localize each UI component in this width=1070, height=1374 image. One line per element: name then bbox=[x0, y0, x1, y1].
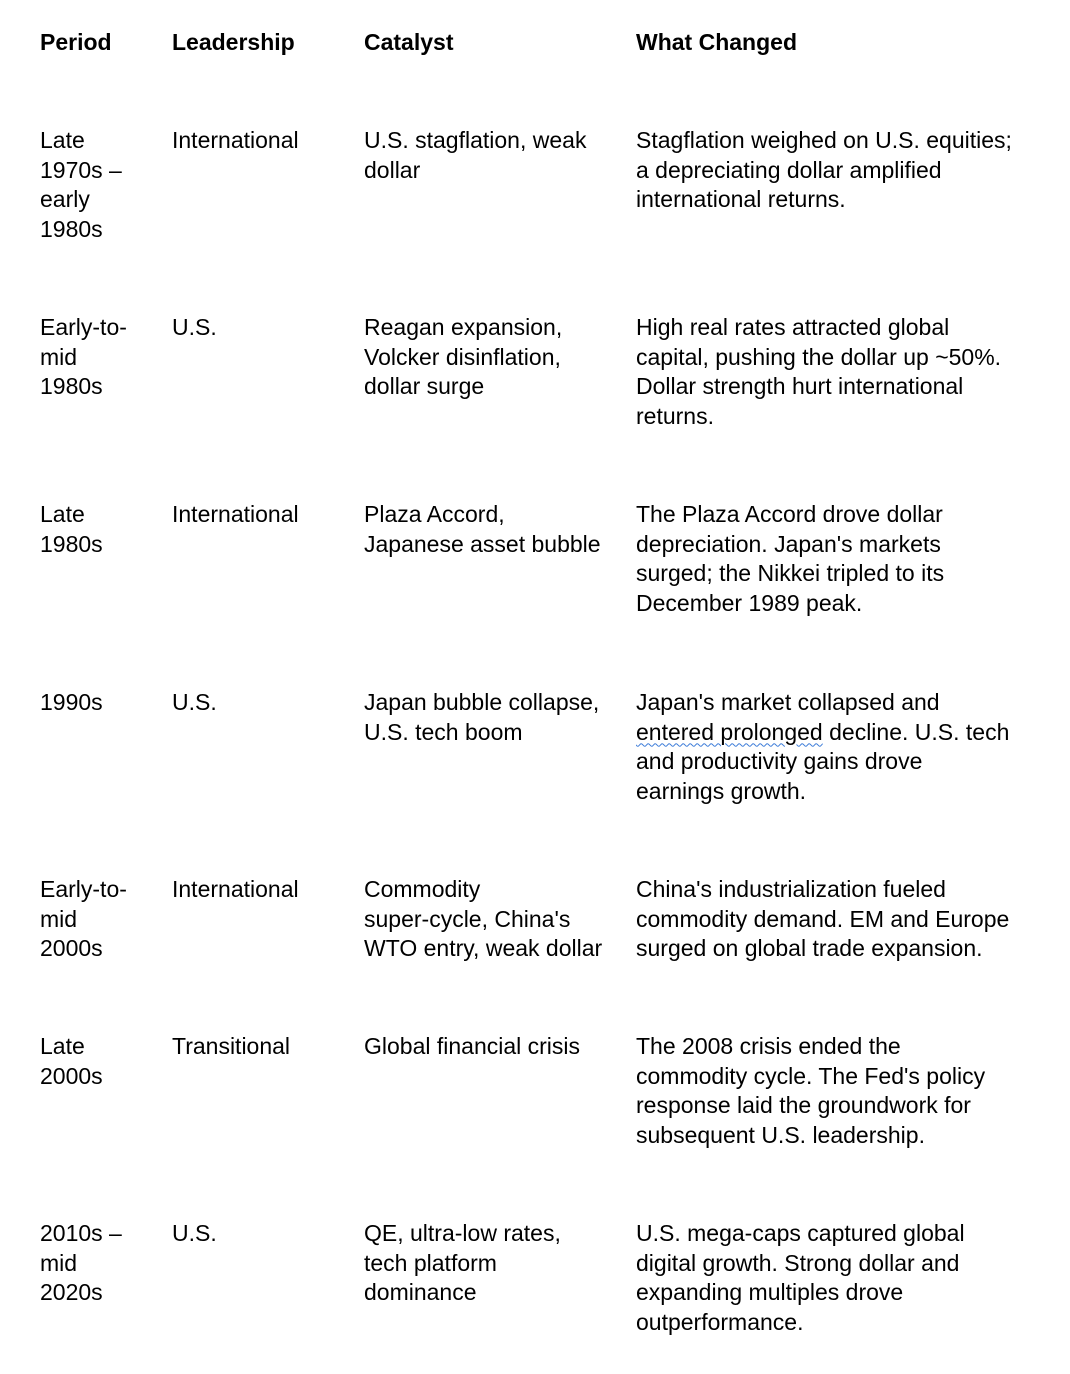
row-6-leadership: Transitional bbox=[172, 1033, 291, 1059]
row-7-period: 2010s – mid 2020s bbox=[40, 1220, 122, 1305]
row-4-what-changed-part-2: decline. U.S. tech and productivity gains drove earnings growth. bbox=[636, 718, 1010, 804]
row-1-catalyst: U.S. stagflation, weak dollar bbox=[364, 127, 587, 183]
row-6-what-changed: The 2008 crisis ended the commodity cycle. The Fed's policy response laid the groundwork for subsequent U.S. leadership. bbox=[636, 1033, 986, 1148]
row-5-catalyst: Commodity super-cycle, China's WTO entry, weak dollar bbox=[364, 876, 603, 961]
row-3-what-changed: The Plaza Accord drove dollar depreciation. Japan's markets surged; the Nikkei tripled to its December 1989 peak. bbox=[636, 501, 945, 616]
row-5-leadership: International bbox=[172, 876, 299, 902]
row-3-catalyst: Plaza Accord, Japanese asset bubble bbox=[364, 501, 601, 557]
row-5-period: Early-to- mid 2000s bbox=[40, 876, 127, 961]
row-3-leadership: International bbox=[172, 501, 299, 527]
row-7-catalyst: QE, ultra-low rates, tech platform dominance bbox=[364, 1220, 561, 1305]
row-2-what-changed: High real rates attracted global capital, pushing the dollar up ~50%. Dollar strength hurt international returns. bbox=[636, 314, 1002, 429]
row-5-what-changed: China's industrialization fueled commodity demand. EM and Europe surged on global trade expansion. bbox=[636, 876, 1010, 961]
row-7-leadership: U.S. bbox=[172, 1220, 217, 1246]
row-4-leadership: U.S. bbox=[172, 689, 217, 715]
header-period: Period bbox=[40, 29, 112, 55]
row-4-period: 1990s bbox=[40, 689, 103, 715]
row-3-period: Late 1980s bbox=[40, 501, 103, 557]
row-1-leadership: International bbox=[172, 127, 299, 153]
header-what-changed: What Changed bbox=[636, 29, 797, 55]
row-6-catalyst: Global financial crisis bbox=[364, 1033, 581, 1059]
row-2-period: Early-to- mid 1980s bbox=[40, 314, 127, 399]
row-6-period: Late 2000s bbox=[40, 1033, 103, 1089]
row-2-catalyst: Reagan expansion, Volcker disinflation, dollar surge bbox=[364, 314, 563, 399]
header-leadership: Leadership bbox=[172, 29, 295, 55]
header-catalyst: Catalyst bbox=[364, 29, 454, 55]
row-4-catalyst: Japan bubble collapse, U.S. tech boom bbox=[364, 689, 600, 745]
row-4-what-changed-part-1: Japan's market collapsed and bbox=[636, 689, 940, 715]
row-2-leadership: U.S. bbox=[172, 314, 217, 340]
row-4-what-changed bbox=[636, 688, 1056, 806]
spellcheck-flagged-text[interactable]: entered prolonged bbox=[636, 718, 823, 745]
row-1-what-changed: Stagflation weighed on U.S. equities; a depreciating dollar amplified international returns. bbox=[636, 127, 1012, 212]
row-7-what-changed: U.S. mega-caps captured global digital growth. Strong dollar and expanding multiples drove outperformance. bbox=[636, 1220, 965, 1335]
row-1-period: Late 1970s – early 1980s bbox=[40, 127, 122, 242]
